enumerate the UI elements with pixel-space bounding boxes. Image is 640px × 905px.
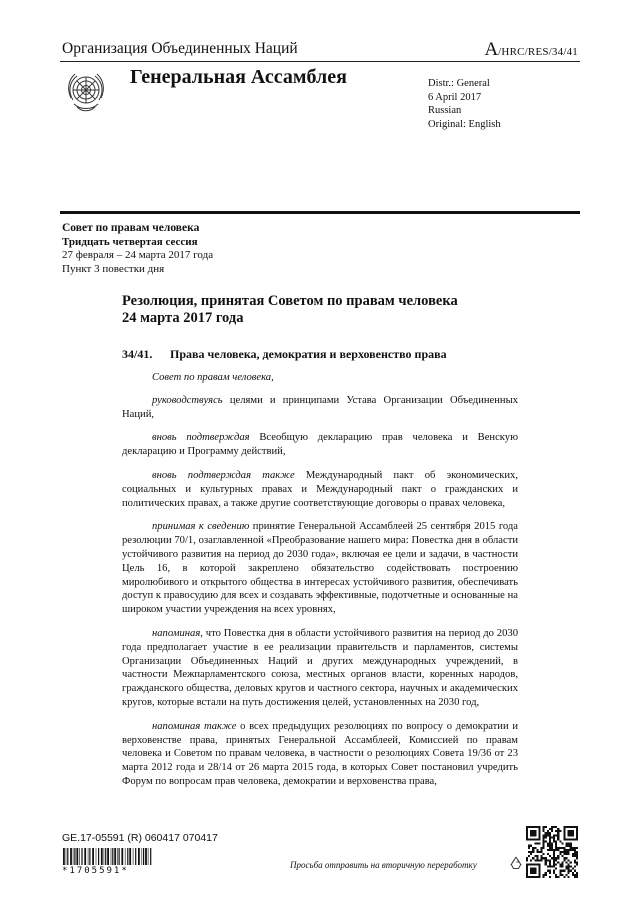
session-name: Тридцать четвертая сессия	[62, 235, 198, 248]
document-symbol	[484, 39, 578, 61]
preamble-text: Всеобщую декларацию прав человека и Венскую декларацию и Программу действий,	[122, 432, 518, 458]
preamble-text: принятие Генеральной Ассамблеей 25 сентября 2015 года резолюции 70/1, озаглавленной «Преобразование нашего мира: Повестка дня в области устойчивого развития на период до 2030 года», включая ее цели и задачи, в частности Цель 16, в которой закреплено обязательство содействовать построению миролюбивого и открытого общества в интересах устойчивого развития, обеспечивать доступ к правосудию для всех и создавать эффективные, подотчетные и основанные на широком участии учреждения на всех уровнях,	[122, 521, 518, 616]
session-info	[62, 222, 213, 276]
agenda-item: Пункт 3 повестки дня	[62, 262, 165, 275]
preamble-paragraph	[122, 627, 518, 710]
document-number: GE.17-05591 (R) 060417 070417	[62, 832, 218, 844]
resolution-body	[122, 371, 518, 799]
assembly-title: Генеральная Ассамблея	[130, 66, 347, 88]
preamble-paragraph	[122, 720, 518, 789]
un-emblem-icon	[58, 64, 114, 120]
preamble-paragraph	[122, 394, 518, 422]
preamble-lead: напоминая также	[152, 720, 237, 732]
resolution-title-line: Резолюция, принятая Советом по правам человека	[122, 293, 458, 309]
preamble-paragraph	[122, 371, 518, 385]
distribution-line: Original: English	[428, 118, 501, 130]
preamble-paragraph	[122, 469, 518, 510]
organization-name: Организация Объединенных Наций	[62, 40, 298, 57]
preamble-lead: вновь подтверждая	[152, 432, 250, 444]
barcode-text: *1705591*	[62, 866, 129, 876]
preamble-lead: руководствуясь	[152, 394, 223, 406]
section-rule	[60, 211, 580, 214]
distribution-line: Distr.: General	[428, 78, 490, 89]
symbol-code: /HRC/RES/34/41	[498, 46, 578, 58]
distribution-info	[428, 77, 501, 131]
session-dates: 27 февраля – 24 марта 2017 года	[62, 249, 214, 261]
symbol-letter: A	[484, 39, 499, 60]
barcode-icon	[62, 848, 154, 865]
preamble-paragraph	[122, 431, 518, 459]
preamble-text: о всех предыдущих резолюциях по вопросу о демократии и верховенстве права, принятых Генеральной Ассамблеей, Комиссией по правам человека и Советом по правам человека, в частности о резолюциях Совета 19/36 от 23 марта 2012 года и 28/14 от 26 марта 2015 года, в которых Совет постановил учредить Форум по вопросам прав человека, демократии и верховенства права,	[122, 720, 518, 787]
preamble-lead: Совет по правам человека,	[152, 372, 274, 383]
preamble-lead: вновь подтверждая также	[152, 469, 295, 481]
preamble-lead: принимая к сведению	[152, 521, 250, 533]
council-name: Совет по правам человека	[62, 222, 200, 234]
resolution-title	[122, 293, 458, 327]
preamble-text: Международный пакт об экономических, социальных и культурных правах и Международный пакт о гражданских и политических правах, а также другие соответствующие договоры о правах человека,	[122, 469, 518, 509]
recycle-note: Просьба отправить на вторичную переработку	[290, 860, 477, 870]
preamble-text: , что Повестка дня в области устойчивого развития на период до 2030 года предполагает участие в ее реализации правительств и парламентов, системы Организации Объединенных Наций и других международных учреждений, в частности Межпарламентского союза, местных органов власти, коренных народов, гражданского общества, деловых кругов и частного сектора, научных и академических кругов, которые встали на путь достижения целей, установленных на 2030 год,	[122, 627, 518, 708]
distribution-line: 6 April 2017	[428, 91, 482, 103]
distribution-line: Russian	[428, 105, 462, 116]
qr-code-icon	[526, 826, 578, 878]
preamble-text: целями и принципами Устава Организации Объединенных Наций,	[122, 394, 518, 420]
resolution-subtitle	[122, 347, 447, 362]
recycle-icon	[508, 855, 524, 871]
preamble-paragraph	[122, 520, 518, 617]
preamble-lead: напоминая	[152, 627, 201, 639]
resolution-topic: Права человека, демократия и верховенство права	[170, 347, 447, 361]
header-rule	[60, 61, 580, 62]
resolution-number: 34/41.	[122, 347, 153, 361]
resolution-title-date: 24 марта 2017 года	[122, 310, 244, 326]
